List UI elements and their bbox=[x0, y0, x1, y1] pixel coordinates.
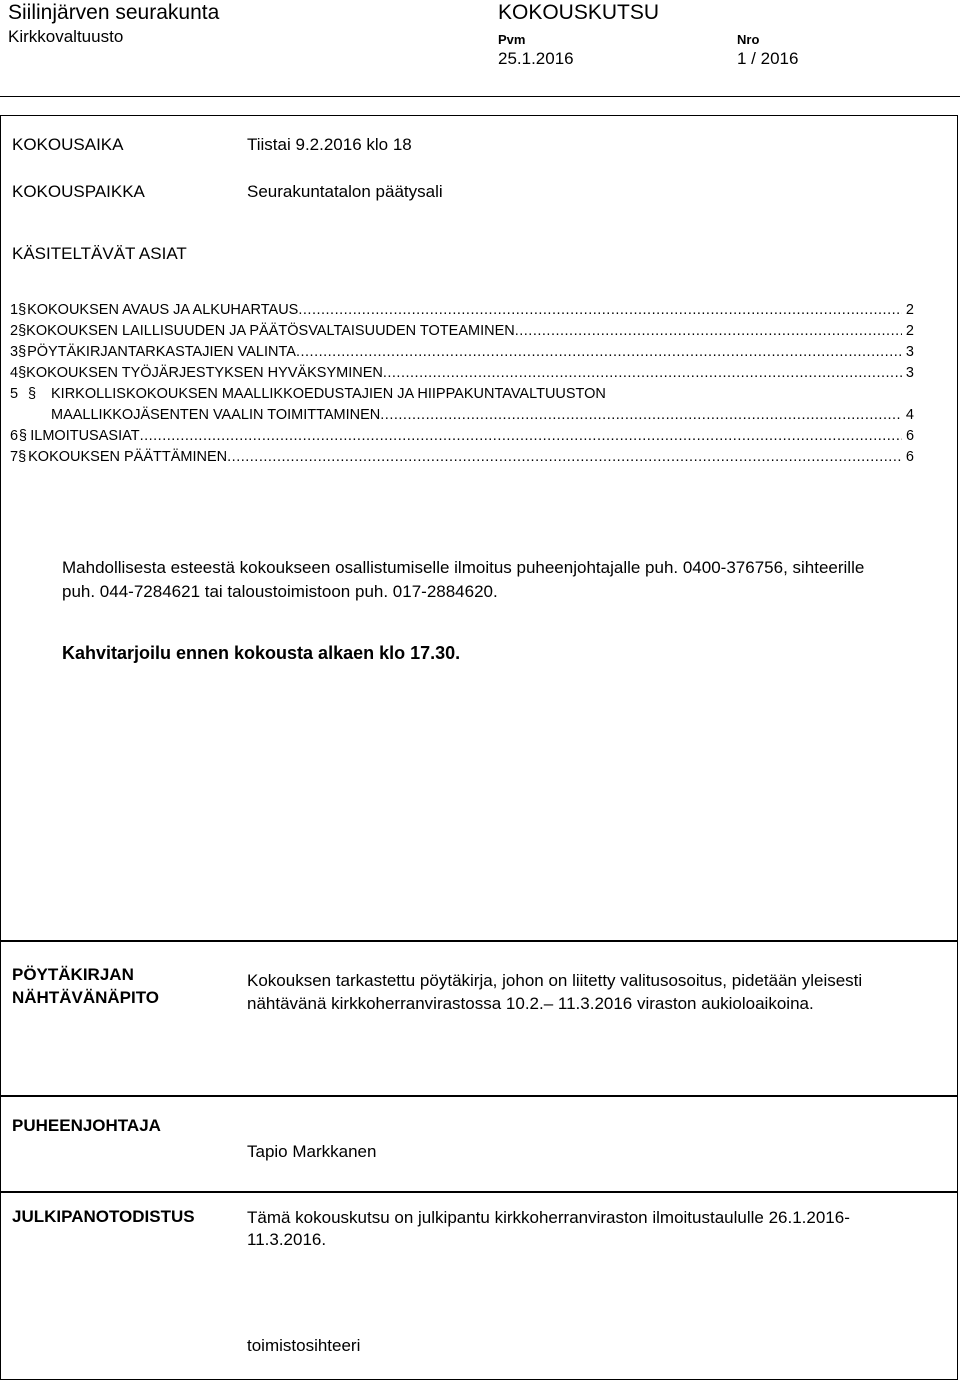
agenda-item[interactable] bbox=[10, 449, 914, 470]
number-label: Nro bbox=[737, 32, 760, 47]
publication-signer: toimistosihteeri bbox=[247, 1336, 361, 1355]
agenda-item-continued[interactable] bbox=[10, 407, 914, 428]
minutes-label-line-1: PÖYTÄKIRJAN bbox=[12, 965, 134, 984]
agenda-item-title: ILMOITUSASIAT bbox=[30, 428, 140, 444]
absence-notice bbox=[62, 556, 952, 604]
section-icon: § bbox=[18, 428, 27, 444]
agenda-item-number: 2 bbox=[10, 323, 19, 339]
leader-dots bbox=[515, 323, 902, 339]
agenda-item-page: 2 bbox=[905, 323, 914, 339]
publication-text-line-1: Tämä kokouskutsu on julkipantu kirkkoherranviraston ilmoitustaululle 26.1.2016- bbox=[247, 1208, 850, 1227]
minutes-box bbox=[0, 941, 958, 1096]
date-value: 25.1.2016 bbox=[498, 49, 574, 68]
agenda-item-title: KOKOUKSEN LAILLISUUDEN JA PÄÄTÖSVALTAISUUDEN TOTEAMINEN bbox=[26, 323, 515, 339]
agenda-item-page: 3 bbox=[905, 365, 914, 381]
agenda-item-number: 3 bbox=[10, 344, 19, 360]
section-icon: § bbox=[18, 449, 27, 465]
notice-line-2: puh. 044-7284621 tai taloustoimistoon puh. 017-2884620. bbox=[62, 582, 498, 601]
agenda-item-title: KOKOUKSEN TYÖJÄRJESTYKSEN HYVÄKSYMINEN bbox=[26, 365, 383, 381]
agenda-item-number: 4 bbox=[10, 365, 19, 381]
agenda-item-page: 2 bbox=[905, 302, 914, 318]
leader-dots bbox=[140, 428, 902, 444]
organ-name: Kirkkovaltuusto bbox=[8, 27, 124, 46]
agenda-item-page: 6 bbox=[905, 428, 915, 444]
agenda-item-page: 6 bbox=[905, 449, 914, 465]
date-label: Pvm bbox=[498, 32, 526, 47]
agenda-heading: KÄSITELTÄVÄT ASIAT bbox=[12, 244, 187, 263]
header-rule bbox=[0, 96, 960, 97]
meeting-place-label: KOKOUSPAIKKA bbox=[12, 182, 145, 201]
section-icon: § bbox=[18, 365, 27, 381]
minutes-text-line-2: nähtävänä kirkkoherranvirastossa 10.2.– 11.3.2016 viraston aukioloaikoina. bbox=[247, 994, 814, 1013]
agenda-item[interactable] bbox=[10, 323, 914, 344]
agenda-item-title-continued: MAALLIKKOJÄSENTEN VAALIN TOIMITTAMINEN bbox=[51, 407, 381, 423]
agenda-list bbox=[10, 302, 914, 470]
agenda-item-page: 3 bbox=[905, 344, 914, 360]
agenda-item[interactable] bbox=[10, 302, 914, 323]
minutes-text-line-1: Kokouksen tarkastettu pöytäkirja, johon on liitetty valitusosoitus, pidetään yleisesti bbox=[247, 971, 863, 990]
meeting-time-value: Tiistai 9.2.2016 klo 18 bbox=[247, 135, 412, 154]
minutes-label-line-2: NÄHTÄVÄNÄPITO bbox=[12, 988, 160, 1007]
leader-dots bbox=[383, 365, 902, 381]
leader-dots bbox=[380, 407, 902, 423]
agenda-item-page: 4 bbox=[905, 407, 914, 423]
agenda-item-title: KIRKOLLISKOKOUKSEN MAALLIKKOEDUSTAJIEN JA HIIPPAKUNTAVALTUUSTON bbox=[51, 386, 606, 402]
agenda-item[interactable] bbox=[10, 365, 914, 386]
section-icon: § bbox=[18, 344, 27, 360]
meeting-time-label: KOKOUSAIKA bbox=[12, 135, 124, 154]
agenda-item-number: 7 bbox=[10, 449, 19, 465]
agenda-item-number: 1 bbox=[10, 302, 19, 318]
section-icon: § bbox=[18, 323, 27, 339]
organization-name: Siilinjärven seurakunta bbox=[8, 1, 220, 24]
agenda-item-number: 5 bbox=[10, 386, 19, 402]
section-icon: § bbox=[18, 302, 27, 318]
leader-dots bbox=[227, 449, 902, 465]
notice-line-1: Mahdollisesta esteestä kokoukseen osallistumiselle ilmoitus puheenjohtajalle puh. 0400-376756, sihteerille bbox=[62, 558, 865, 577]
coffee-notice: Kahvitarjoilu ennen kokousta alkaen klo 17.30. bbox=[62, 643, 461, 663]
number-value: 1 / 2016 bbox=[737, 49, 799, 68]
agenda-item-title: PÖYTÄKIRJANTARKASTAJIEN VALINTA bbox=[27, 344, 296, 360]
agenda-item-title: KOKOUKSEN PÄÄTTÄMINEN bbox=[28, 449, 228, 465]
agenda-item[interactable] bbox=[10, 344, 914, 365]
publication-text-line-2: 11.3.2016. bbox=[247, 1230, 327, 1249]
document-type: KOKOUSKUTSU bbox=[498, 1, 660, 24]
meeting-place-value: Seurakuntatalon päätysali bbox=[247, 182, 443, 201]
chair-box bbox=[0, 1096, 958, 1192]
agenda-item[interactable] bbox=[10, 386, 914, 407]
chair-name: Tapio Markkanen bbox=[247, 1142, 377, 1161]
agenda-item[interactable] bbox=[10, 428, 914, 449]
main-section-box bbox=[0, 115, 958, 941]
leader-dots bbox=[298, 302, 902, 318]
chair-label: PUHEENJOHTAJA bbox=[12, 1116, 161, 1135]
agenda-item-title: KOKOUKSEN AVAUS JA ALKUHARTAUS bbox=[27, 302, 299, 318]
publication-label: JULKIPANOTODISTUS bbox=[12, 1207, 195, 1226]
leader-dots bbox=[296, 344, 902, 360]
agenda-item-number: 6 bbox=[10, 428, 19, 444]
section-icon: § bbox=[28, 386, 37, 402]
